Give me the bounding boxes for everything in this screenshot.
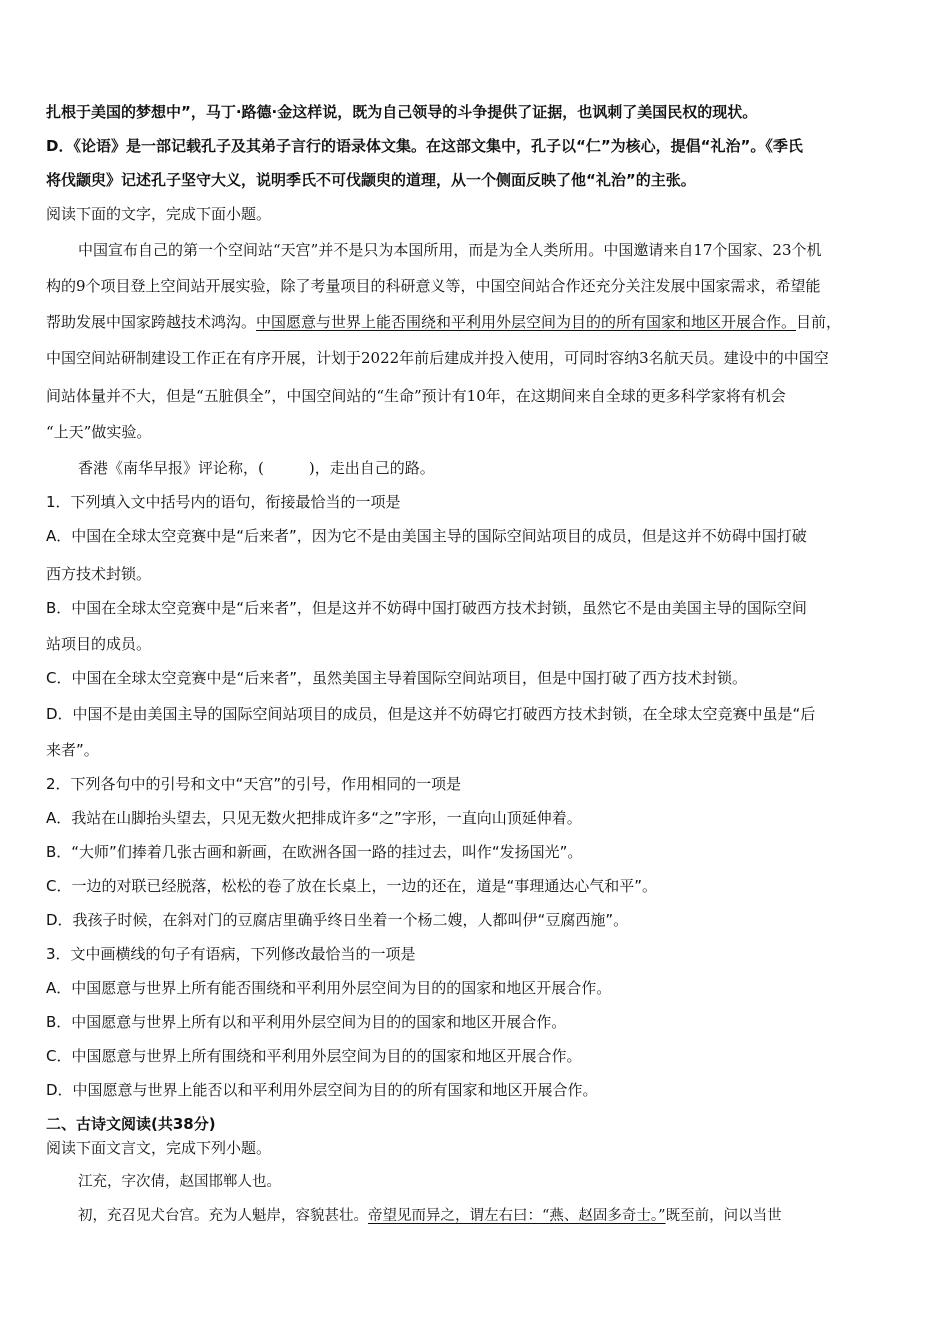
question-1-option-d-line-1: D．中国不是由美国主导的国际空间站项目的成员，但是这并不妨碍它打破西方技术封锁，在全球太空竞赛中虽是“后 (46, 705, 816, 723)
question-3-option-a: A．中国愿意与世界上所有能否围绕和平利用外层空间为目的的国家和地区开展合作。 (46, 979, 612, 997)
option-d-line-1: D．《论语》是一部记载孔子及其弟子言行的语录体文集。在这部文集中，孔子以“仁”为核心，提倡“礼治”。《季氏 (46, 137, 803, 155)
question-3-option-c: C．中国愿意与世界上所有围绕和平利用外层空间为目的的国家和地区开展合作。 (46, 1047, 582, 1065)
question-3-option-b: B．中国愿意与世界上所有以和平利用外层空间为目的的国家和地区开展合作。 (46, 1013, 567, 1031)
question-1-stem: 1．下列填入文中括号内的语句，衔接最恰当的一项是 (46, 493, 401, 511)
classical-line-2 (78, 1204, 912, 1228)
reading-intro: 阅读下面的文字，完成下面小题。 (46, 205, 272, 223)
question-2-option-b: B．“大师”们捧着几张古画和新画，在欧洲各国一路的挂过去，叫作“发扬国光”。 (46, 843, 583, 861)
question-1-option-a-line-1: A．中国在全球太空竞赛中是“后来者”，因为它不是由美国主导的国际空间站项目的成员，但是这并不妨碍中国打破 (46, 527, 807, 545)
question-2-stem: 2．下列各句中的引号和文中“天宫”的引号，作用相同的一项是 (46, 775, 462, 793)
question-2-option-c: C．一边的对联已经脱落，松松的卷了放在长桌上，一边的还在，道是“事理通达心气和平”。 (46, 877, 658, 895)
classical-line-2-pre: 初，充召见犬台宫。充为人魁岸，容貌甚壮。 (78, 1208, 368, 1224)
classical-line-1: 江充，字次倩，赵国邯郸人也。 (78, 1174, 281, 1190)
question-2-option-d: D．我孩子时候，在斜对门的豆腐店里确乎终日坐着一个杨二嫂，人都叫伊“豆腐西施”。 (46, 911, 629, 929)
question-1-option-d-line-2: 来者”。 (46, 741, 99, 759)
passage-paragraph-2: 香港《南华早报》评论称，( )，走出自己的路。 (78, 459, 435, 477)
option-d-line-2: 将伐颛臾》记述孔子坚守大义，说明季氏不可伐颛臾的道理，从一个侧面反映了他“礼治”的主张。 (46, 171, 696, 189)
passage-line-3-pre: 帮助发展中国家跨越技术鸿沟。 (46, 313, 257, 331)
question-3-stem: 3．文中画横线的句子有语病，下列修改最恰当的一项是 (46, 945, 416, 963)
passage-line-5: 间站体量并不大，但是“五脏俱全”，中国空间站的“生命”预计有10年，在这期间来自全球的更多科学家将有机会 (46, 387, 786, 405)
question-1-option-b-line-1: B．中国在全球太空竞赛中是“后来者”，但是这并不妨碍中国打破西方技术封锁，虽然它不是由美国主导的国际空间 (46, 599, 807, 617)
section-2-heading: 二、古诗文阅读(共38分) (46, 1115, 216, 1133)
question-1-option-a-line-2: 西方技术封锁。 (46, 565, 152, 583)
passage-line-2: 构的9个项目登上空间站开展实验，除了考量项目的科研意义等，中国空间站合作还充分关注发展中国家需求，希望能 (46, 277, 821, 295)
passage-line-3-post: 目前， (796, 313, 842, 331)
section-2-intro: 阅读下面文言文，完成下列小题。 (46, 1139, 272, 1157)
question-2-option-a: A．我站在山脚抬头望去，只见无数火把排成许多“之”字形，一直向山顶延伸着。 (46, 809, 582, 827)
passage-line-6: “上天”做实验。 (46, 423, 152, 441)
passage-line-3 (46, 310, 912, 334)
underlined-sentence: 中国愿意与世界上能否围绕和平利用外层空间为目的的所有国家和地区开展合作。 (256, 313, 797, 331)
question-1-option-b-line-2: 站项目的成员。 (46, 635, 152, 653)
top-line-1: 扎根于美国的梦想中”，马丁·路德·金这样说，既为自己领导的斗争提供了证据，也讽刺了美国民权的现状。 (46, 103, 758, 121)
passage-line-4: 中国空间站研制建设工作正在有序开展，计划于2022年前后建成并投入使用，可同时容纳3名航天员。建设中的中国空 (46, 349, 829, 367)
passage-line-1: 中国宣布自己的第一个空间站“天宫”并不是只为本国所用，而是为全人类所用。中国邀请来自17个国家、23个机 (78, 241, 822, 259)
classical-line-2-post: 既至前，问以当世 (665, 1208, 782, 1224)
question-3-option-d: D．中国愿意与世界上能否以和平利用外层空间为目的的所有国家和地区开展合作。 (46, 1081, 598, 1099)
classical-underlined-sentence: 帝望见而异之，谓左右曰：“燕、赵固多奇士。” (368, 1208, 666, 1224)
question-1-option-c: C．中国在全球太空竞赛中是“后来者”，虽然美国主导着国际空间站项目，但是中国打破了西方技术封锁。 (46, 669, 748, 687)
